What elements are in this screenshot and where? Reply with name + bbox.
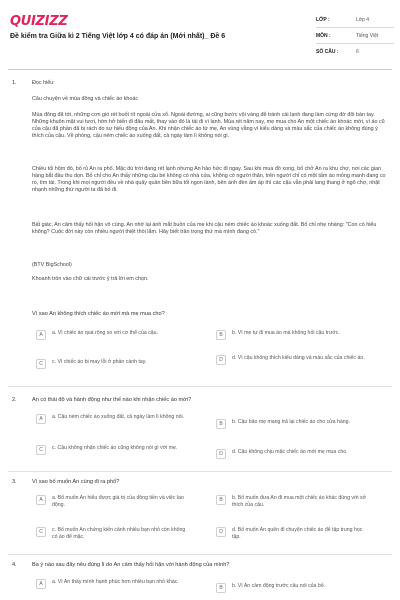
instruction-text: Khoanh tròn vào chữ cái trước ý trả lời em chọn. <box>32 276 149 282</box>
question-number: 2. <box>12 397 17 403</box>
answer-option-b[interactable] <box>216 583 367 593</box>
question-text: An có thái độ và hành động như thế nào khi nhận chiếc áo mới? <box>32 397 192 403</box>
story-source: (BTV BigSchool) <box>32 262 72 268</box>
meta-label: LỚP : <box>316 16 330 23</box>
option-text: a. Cậu ném chiếc áo xuống đất, cả ngày làm lì không nói. <box>52 414 185 420</box>
question-text: Ba ý nào sau đây nêu đúng lí do An cảm thấy hối hận với hành động của mình? <box>32 562 230 568</box>
answer-option-c[interactable] <box>36 527 187 540</box>
reading-heading: Đọc hiểu: <box>32 80 55 86</box>
meta-row-class <box>316 12 394 28</box>
story-paragraph-3: Bất giác, An cảm thấy hối hận vô cùng. An nhớ lại ánh mắt buồn của mẹ khi cậu ném chiếc áo khoác xuống đất. Bố chỉ nhẹ nhàng: "Con có hiểu không? Cuộc đời này còn nhiều người thiệt thòi lắm. Hãy biết trân trọng thứ mà mình đang có." <box>32 222 377 235</box>
option-text: c. Vì chiếc áo bị may lỗi ở phần cánh tay. <box>52 359 147 365</box>
option-letter: C <box>36 445 46 455</box>
worksheet-meta <box>316 12 394 60</box>
question-divider <box>8 471 392 472</box>
option-text: b. Vì mẹ tự đi mua áo mà không hỏi cậu trước. <box>232 330 340 336</box>
question-divider <box>8 554 392 555</box>
answer-option-a[interactable] <box>36 330 187 340</box>
option-letter: D <box>216 449 226 459</box>
answer-option-d[interactable] <box>216 355 367 365</box>
option-letter: A <box>36 330 46 340</box>
option-letter: A <box>36 495 46 505</box>
option-letter: B <box>216 583 226 593</box>
meta-label: SỐ CÂU : <box>316 49 339 55</box>
answer-option-b[interactable] <box>216 495 367 508</box>
story-paragraph-1: Mùa đông đã tới, những cơn gió rét buốt rít ngoài cửa sổ. Ngoài đường, ai cũng bước vội vàng để tránh cái lạnh đang làm cứng đờ đôi bàn tay. Những khuôn mặt vui tươi, hớn hở biến đi đâu mất, thay vào đó là tái đi vì lạnh. Mùa rét năm nay, mẹ mua cho An một chiếc áo khoác mới, vì áo cũ của cậu đã phần đã bị rách do sự hiếu động của An. Khi nhận chiếc áo từ mẹ, An vùng vằng vì kiểu dáng và màu sắc của chiếc áo không đúng ý thích của cậu. Về phòng, cậu ném chiếc áo xuống đất, cả ngày làm lì không nói gì. <box>32 112 385 139</box>
option-text: d. Cậu không chịu mặc chiếc áo mới mẹ mua cho. <box>232 449 348 455</box>
meta-value: Tiếng Việt <box>356 32 379 39</box>
meta-value: 6 <box>356 49 359 55</box>
story-title: Câu chuyện về mùa đông và chiếc áo khoác <box>32 96 139 102</box>
answer-option-c[interactable] <box>36 445 187 455</box>
meta-label: MÔN : <box>316 32 331 39</box>
question-text: Vì sao bố muốn An cùng đi ra phố? <box>32 479 120 485</box>
worksheet-header <box>0 0 400 72</box>
question-divider <box>8 386 392 387</box>
meta-row-question-count <box>316 44 394 60</box>
option-text: c. Cậu không nhận chiếc áo cũng không nói gì với mẹ. <box>52 445 178 451</box>
option-letter: A <box>36 579 46 589</box>
header-divider <box>8 69 392 70</box>
question-number: 1. <box>12 80 17 86</box>
option-text: a. Vì An thấy mình hạnh phúc hơn nhiều bạn nhỏ khác. <box>52 579 179 585</box>
answer-option-a[interactable] <box>36 414 187 424</box>
option-text: d. Vì cậu không thích kiểu dáng và màu sắc của chiếc áo. <box>232 355 365 361</box>
answer-option-d[interactable] <box>216 527 367 540</box>
option-text: b. Bố muốn đưa An đi mua một chiếc áo khác đúng với sở thích của cậu. <box>232 495 366 508</box>
option-text: a. Vì chiếc áo quá rộng so với cơ thể của cậu. <box>52 330 159 336</box>
answer-option-b[interactable] <box>216 419 367 429</box>
question-number: 4. <box>12 562 17 568</box>
option-text: a. Bố muốn An hiểu được giá trị của đồng tiền và việc lao động. <box>52 495 184 508</box>
option-letter: C <box>36 527 46 537</box>
option-letter: B <box>216 330 226 340</box>
option-text: d. Bố muốn An quên đi chuyện chiếc áo để tập trung học tập. <box>232 527 363 540</box>
question-number: 3. <box>12 479 17 485</box>
answer-option-b[interactable] <box>216 330 367 340</box>
option-letter: B <box>216 495 226 505</box>
option-letter: A <box>36 414 46 424</box>
question-text: Vì sao An không thích chiếc áo mới mà mẹ mua cho? <box>32 311 165 317</box>
option-letter: D <box>216 527 226 537</box>
worksheet-title: Đề kiểm tra Giữa kì 2 Tiếng Việt lớp 4 có đáp án (Mới nhất)_ Đề 6 <box>10 33 226 40</box>
option-text: c. Bố muốn An chứng kiến cảnh nhiều bạn nhỏ còn không có áo để mặc. <box>52 527 186 540</box>
answer-option-d[interactable] <box>216 449 367 459</box>
meta-value: Lớp 4 <box>356 16 370 23</box>
option-letter: C <box>36 359 46 369</box>
answer-option-c[interactable] <box>36 359 187 369</box>
option-letter: B <box>216 419 226 429</box>
answer-option-a[interactable] <box>36 579 187 589</box>
meta-row-subject <box>316 28 394 44</box>
option-text: b. Vì An cảm động trước câu nói của bố. <box>232 583 326 589</box>
option-text: b. Cậu bảo mẹ mang trả lại chiếc áo cho cửa hàng. <box>232 419 350 425</box>
story-paragraph-2: Chiều tối hôm đó, bố rủ An ra phố. Mặc dù trời đang rét lạnh nhưng An hào hức đi ngay. Sau khi mua đồ xong, bố chở An ra khu chợ, nơi các gian hàng bắt đầu thu dọn. Bố chỉ cho An thấy những cậu bé không có nhà cửa, không có người thân, trên người chỉ có một tấm áo mỏng manh đang co ro, tìm tài. Trong khi mọi người đều về nhà quây quần bên bữa tối ngon lành, bên ánh đèn ấm áp thì các cậu vẫn phải lang thang ở ngõ chợ, nhặt nhạnh những thứ người ta đã bỏ đi. <box>32 166 386 193</box>
quizizz-logo: QUIZIZZ <box>10 14 68 29</box>
answer-option-a[interactable] <box>36 495 187 508</box>
option-letter: D <box>216 355 226 365</box>
